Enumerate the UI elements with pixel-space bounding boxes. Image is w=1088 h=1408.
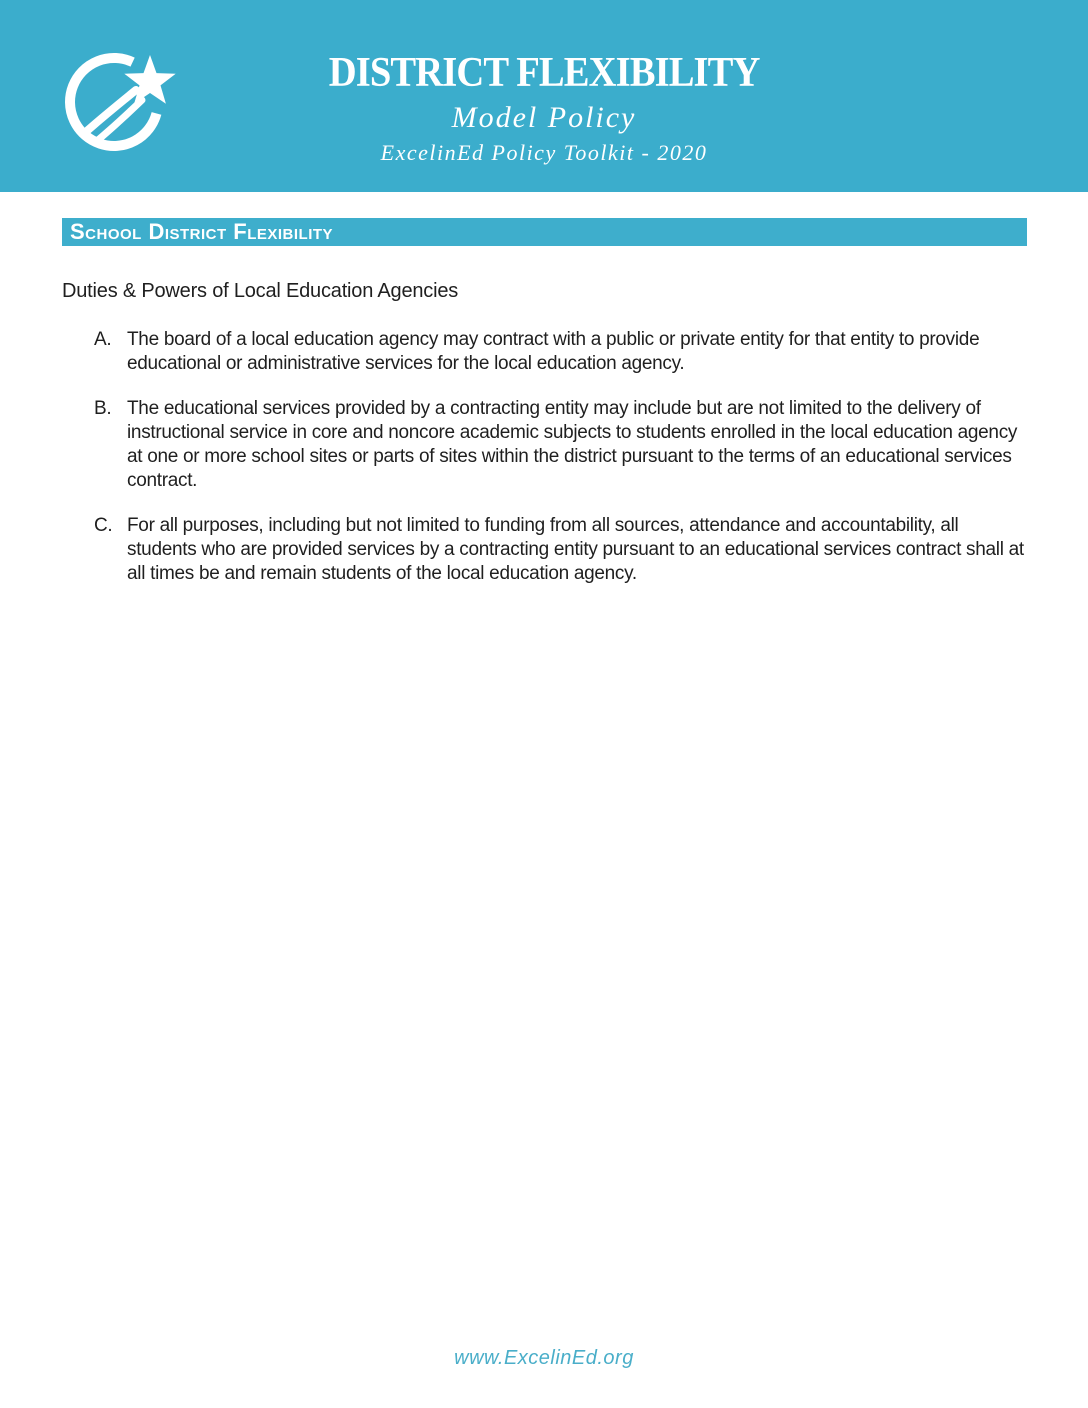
page-footer [0,1347,1088,1370]
list-item-label: B. [94,398,112,419]
list-item [94,328,1026,376]
list-item-text: The board of a local education agency may contract with a public or private entity for that entity to provide educational or administrative services for the local education agency. [127,329,980,374]
list-item [94,397,1026,493]
list-item-text: The educational services provided by a contracting entity may include but are not limited to the delivery of instructional service in core and noncore academic subjects to students enrolled in the local education agency at one or more school sites or parts of sites within the district pursuant to the terms of an educational services contract. [127,398,1018,491]
header-banner [0,0,1088,192]
banner-text-block [0,0,1088,164]
list-item [94,514,1026,586]
website-link[interactable]: www.ExcelinEd.org [454,1347,634,1369]
toolkit-edition: ExcelinEd Policy Toolkit - 2020 [380,140,708,165]
list-item-label: C. [94,515,113,536]
document-title: DISTRICT FLEXIBILITY [328,50,760,96]
document-subtitle: Model Policy [451,101,637,134]
list-item-label: A. [94,329,112,350]
policy-list [94,328,1026,607]
section-header-bar [62,218,1027,246]
section-title: School District Flexibility [70,219,334,244]
content-heading: Duties & Powers of Local Education Agencies [62,280,459,302]
list-item-text: For all purposes, including but not limited to funding from all sources, attendance and accountability, all students who are provided services by a contracting entity pursuant to an educational services contract shall at all times be and remain students of the local education agency. [127,515,1024,584]
